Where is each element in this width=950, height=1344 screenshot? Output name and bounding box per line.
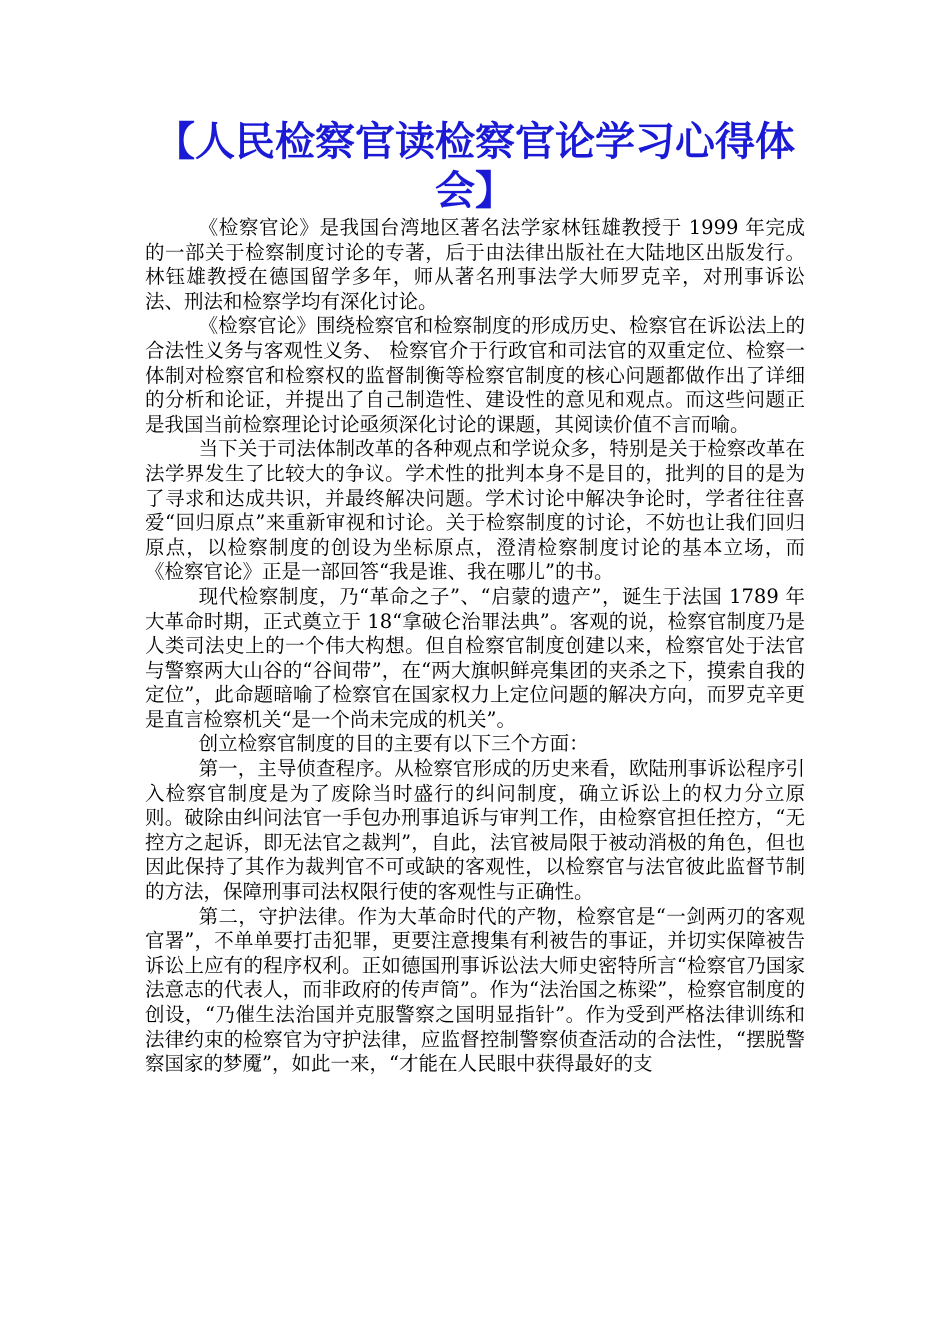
paragraph-purposes-intro: 创立检察官制度的目的主要有以下三个方面： [198, 732, 589, 756]
document-body [145, 216, 805, 1077]
document-title: 【人民检察官读检察官论学习心得体会】 [155, 119, 795, 214]
paragraph-reform-debate: 当下关于司法体制改革的各种观点和学说众多，特别是关于检察改革在法学界发生了比较大的争议。学术性的批判本身不是目的，批判的目的是为了寻求和达成共识，并最终解决问题。学术讨论中解决争论时，学者往往喜爱“回归原点”来重新审视和讨论。关于检察制度的讨论，不妨也让我们回归原点，以检察制度的创设为坐标原点，澄清检察制度讨论的基本立场，而《检察官论》正是一部回答“我是谁、我在哪儿”的书。 [145, 437, 805, 584]
document-page [145, 118, 805, 1077]
paragraph-intro: 《检察官论》是我国台湾地区著名法学家林钰雄教授于 1999 年完成的一部关于检察制度讨论的专著，后于由法律出版社在大陆地区出版发行。林钰雄教授在德国留学多年，师从著名刑事法学大师罗克辛，对刑事诉讼法、刑法和检察学均有深化讨论。 [145, 216, 805, 313]
paragraph-history: 现代检察制度，乃“革命之子”、“启蒙的遗产”，诞生于法国 1789 年大革命时期，正式奠立于 18“拿破仑治罪法典”。客观的说，检察官制度乃是人类司法史上的一个伟大构想。但自检察官制度创建以来，检察官处于法官与警察两大山谷的“谷间带”，在“两大旗帜鲜亮集团的夹杀之下，摸索自我的定位”，此命题暗喻了检察官在国家权力上定位问题的解决方向，而罗克辛更是直言检察机关“是一个尚未完成的机关”。 [145, 584, 805, 731]
paragraph-purpose-two: 第二，守护法律。作为大革命时代的产物，检察官是“一剑两刃的客观官署”，不单单要打击犯罪，更要注意搜集有利被告的事证，并切实保障被告诉讼上应有的程序权利。正如德国刑事诉讼法大师史密特所言“检察官乃国家法意志的代表人，而非政府的传声筒”。作为“法治国之栋梁”，检察官制度的创设，“乃催生法治国并克服警察之国明显指针”。作为受到严格法律训练和法律约束的检察官为守护法律，应监督控制警察侦查活动的合法性，“摆脱警察国家的梦魇”，如此一来，“才能在人民眼中获得最好的支 [145, 904, 805, 1076]
paragraph-purpose-one: 第一，主导侦查程序。从检察官形成的历史来看，欧陆刑事诉讼程序引入检察官制度是为了废除当时盛行的纠问制度，确立诉讼上的权力分立原则。破除由纠问法官一手包办刑事追诉与审判工作，由检察官担任控方，“无控方之起诉，即无法官之裁判”，自此，法官被局限于被动消极的角色，但也因此保持了其作为裁判官不可或缺的客观性，以检察官与法官彼此监督节制的方法，保障刑事司法权限行使的客观性与正确性。 [145, 757, 805, 904]
paragraph-book-content: 《检察官论》围绕检察官和检察制度的形成历史、检察官在诉讼法上的合法性义务与客观性义务、 检察官介于行政官和司法官的双重定位、检察一体制对检察官和检察权的监督制衡等检察官制度的核心问题都做作出了详细的分析和论证，并提出了自己制造性、建设性的意见和观点。而这些问题正是我国当前检察理论讨论亟须深化讨论的课题，其阅读价值不言而喻。 [145, 314, 805, 436]
